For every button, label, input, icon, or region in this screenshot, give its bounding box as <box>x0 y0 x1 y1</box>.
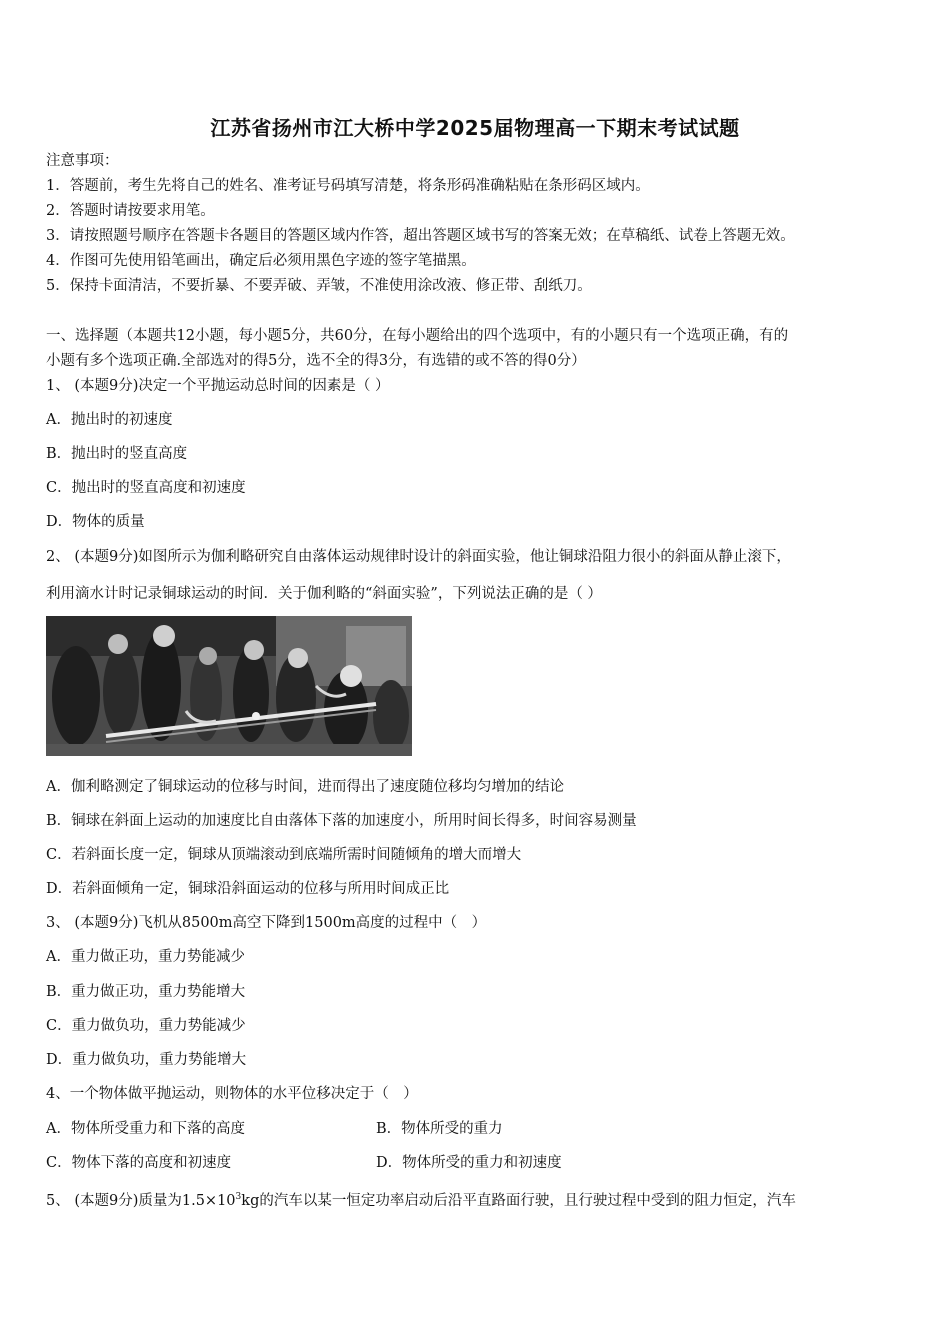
section-heading-line-1: 一、选择题（本题共12小题，每小题5分，共60分，在每小题给出的四个选项中，有的小题只有一个选项正确，有的 <box>46 328 789 344</box>
q4-option-d: D．物体所受的重力和初速度 <box>376 1155 562 1171</box>
q5-stem <box>46 1188 796 1210</box>
notice-item-5: 5．保持卡面清洁，不要折暴、不要弄破、弄皱，不准使用涂改液、修正带、刮纸刀。 <box>46 278 592 294</box>
q5-stem-pre: 5、 (本题9分)质量为1.5×10 <box>46 1192 236 1209</box>
q3-option-d: D．重力做负功，重力势能增大 <box>46 1052 247 1068</box>
notice-item-2: 2．答题时请按要求用笔。 <box>46 203 215 219</box>
q2-stem-line-2: 利用滴水计时记录铜球运动的时间．关于伽利略的“斜面实验”，下列说法正确的是（ ） <box>46 586 602 602</box>
notice-item-3: 3．请按照题号顺序在答题卡各题目的答题区域内作答，超出答题区域书写的答案无效；在草稿纸、试卷上答题无效。 <box>46 228 795 244</box>
q2-option-a: A．伽利略测定了铜球运动的位移与时间，进而得出了速度随位移均匀增加的结论 <box>46 779 564 795</box>
notice-item-1: 1．答题前，考生先将自己的姓名、准考证号码填写清楚，将条形码准确粘贴在条形码区域内。 <box>46 178 650 194</box>
q4-option-a: A．物体所受重力和下落的高度 <box>46 1121 245 1137</box>
q2-option-d: D．若斜面倾角一定，铜球沿斜面运动的位移与所用时间成正比 <box>46 881 450 897</box>
q1-option-d: D．物体的质量 <box>46 514 145 530</box>
q5-stem-exponent: 3 <box>235 1192 242 1202</box>
illustration-drawing <box>46 616 412 756</box>
q2-stem-line-1: 2、 (本题9分)如图所示为伽利略研究自由落体运动规律时设计的斜面实验，他让铜球沿阻力很小的斜面从静止滚下， <box>46 549 791 565</box>
q4-stem: 4、一个物体做平抛运动，则物体的水平位移决定于（ ） <box>46 1086 418 1102</box>
q3-option-c: C．重力做负功，重力势能减少 <box>46 1018 246 1034</box>
q4-option-c: C．物体下落的高度和初速度 <box>46 1155 232 1171</box>
notice-heading: 注意事项： <box>46 153 119 169</box>
q3-option-a: A．重力做正功，重力势能减少 <box>46 949 245 965</box>
q3-option-b: B．重力做正功，重力势能增大 <box>46 984 246 1000</box>
q2-option-b: B．铜球在斜面上运动的加速度比自由落体下落的加速度小，所用时间长得多，时间容易测量 <box>46 813 637 829</box>
q2-option-c: C．若斜面长度一定，铜球从顶端滚动到底端所需时间随倾角的增大而增大 <box>46 847 522 863</box>
section-heading-line-2: 小题有多个选项正确.全部选对的得5分，选不全的得3分，有选错的或不答的得0分） <box>46 353 586 369</box>
notice-item-4: 4．作图可先使用铅笔画出，确定后必须用黑色字迹的签字笔描黑。 <box>46 253 476 269</box>
q5-stem-post: kg的汽车以某一恒定功率启动后沿平直路面行驶，且行驶过程中受到的阻力恒定，汽车 <box>241 1192 796 1209</box>
q3-stem: 3、 (本题9分)飞机从8500m高空下降到1500m高度的过程中（ ） <box>46 915 487 931</box>
galileo-inclined-plane-illustration <box>46 616 412 756</box>
q1-stem: 1、 (本题9分)决定一个平抛运动总时间的因素是（ ） <box>46 378 390 394</box>
q1-option-c: C．抛出时的竖直高度和初速度 <box>46 480 246 496</box>
q1-option-a: A．抛出时的初速度 <box>46 412 173 428</box>
page-title: 江苏省扬州市江大桥中学2025届物理高一下期末考试试题 <box>210 116 740 140</box>
q1-option-b: B．抛出时的竖直高度 <box>46 446 188 462</box>
q4-option-b: B．物体所受的重力 <box>376 1121 503 1137</box>
